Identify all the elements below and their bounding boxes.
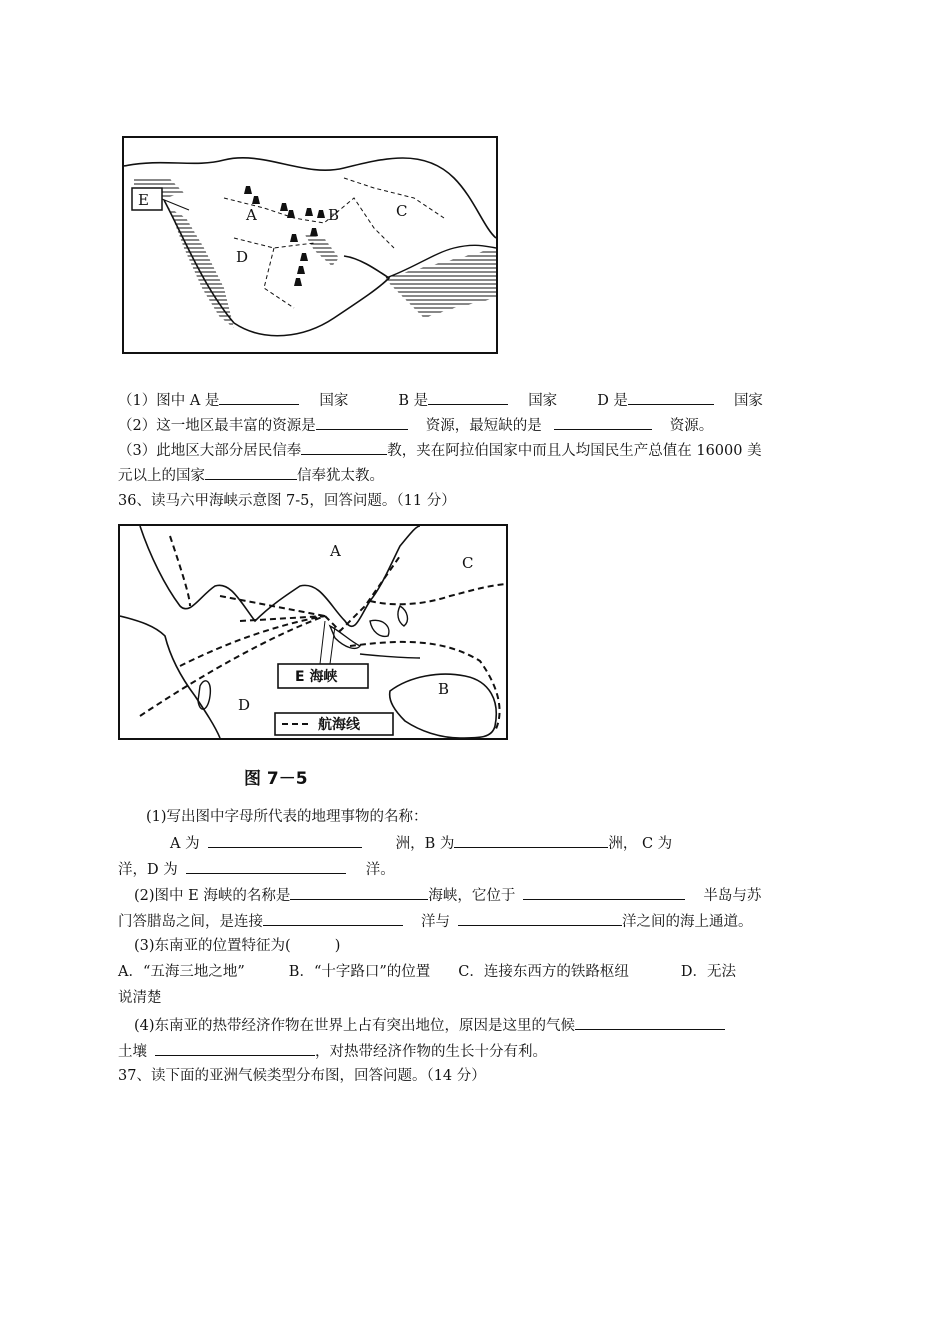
- q36-s3-q-end: ): [334, 938, 341, 954]
- map1-label-d: D: [236, 248, 249, 266]
- q35-line4: [118, 463, 384, 487]
- q36-s1-line2: [170, 831, 672, 855]
- q35-line2: [118, 413, 713, 437]
- q36-s2-p6: 洋之间的海上通道。: [622, 914, 753, 930]
- q35-line1: [118, 388, 763, 412]
- map1-label-a: A: [246, 206, 257, 224]
- q36-s2-p2: 海峡，它位于: [428, 888, 516, 904]
- q36-s4-line2: [118, 1039, 547, 1063]
- blank-short-resource[interactable]: [554, 413, 652, 430]
- q36-s1-line3: [118, 857, 395, 881]
- q35-1-country: 国家: [319, 393, 349, 409]
- q35-4-text2: 信奉犹太教。: [297, 468, 384, 484]
- q36-s2-line2: [118, 909, 753, 933]
- q36-s2-p1: (2)图中 E 海峡的名称是: [134, 888, 291, 904]
- blank-country-b[interactable]: [428, 388, 508, 405]
- blank-country-a[interactable]: [219, 388, 299, 405]
- blank-ocean-d[interactable]: [186, 857, 346, 874]
- blank-soil[interactable]: [155, 1039, 315, 1056]
- blank-ocean-2[interactable]: [458, 909, 622, 926]
- q36-s2-p3: 半岛与苏: [703, 888, 762, 904]
- q35-2-text2: 资源，最短缺的是: [425, 418, 542, 434]
- map1-label-b: B: [328, 206, 340, 224]
- q35-1-d: D 是: [597, 393, 628, 409]
- blank-country-d[interactable]: [628, 388, 714, 405]
- q36-s3-question: [134, 935, 340, 957]
- blank-rich-resource[interactable]: [316, 413, 408, 430]
- q37-title: 37、读下面的亚洲气候类型分布图，回答问题。（14 分）: [118, 1068, 486, 1084]
- blank-strait-name[interactable]: [290, 883, 428, 900]
- strait-box-label: E 海峡: [295, 669, 338, 685]
- q36-s1-a1: A 为: [170, 836, 200, 852]
- q36-s4-p3: ，对热带经济作物的生长十分有利。: [315, 1044, 547, 1060]
- malacca-map-drawing: [120, 526, 506, 738]
- map1-label-c: C: [396, 202, 408, 220]
- option-d[interactable]: D．无法: [680, 964, 737, 980]
- q36-s1-a5: 洋。: [365, 862, 395, 878]
- option-b[interactable]: B．“十字路口”的位置: [288, 964, 431, 980]
- blank-continent-b[interactable]: [454, 831, 608, 848]
- q36-s1-a2: 洲，B 为: [395, 836, 455, 852]
- blank-jewish-country[interactable]: [205, 463, 297, 480]
- option-a[interactable]: A．“五海三地之地”: [118, 964, 245, 980]
- q36-s3-options: [118, 961, 736, 983]
- middle-east-map-drawing: [124, 138, 496, 352]
- q36-s3-option-d-cont: 说清楚: [118, 990, 162, 1006]
- q35-4-text: 元以上的国家: [118, 468, 205, 484]
- q36-s4-p1: (4)东南亚的热带经济作物在世界上占有突出地位，原因是这里的气候: [134, 1018, 576, 1034]
- q36-s1-a4: 洋，D 为: [118, 862, 178, 878]
- q36-s4-line1: [134, 1013, 725, 1037]
- q35-2-text: （2）这一地区最丰富的资源是: [118, 418, 316, 434]
- q35-1-b: B 是: [398, 393, 429, 409]
- q36-s1-a3: 洲， C 为: [608, 836, 673, 852]
- blank-climate[interactable]: [575, 1013, 725, 1030]
- q36-s2-p5: 洋与: [421, 914, 450, 930]
- blank-peninsula[interactable]: [523, 883, 685, 900]
- q35-3-text2: 教，夹在阿拉伯国家中而且人均国民生产总值在 16000 美: [387, 443, 762, 459]
- legend-route-label: 航海线: [318, 717, 360, 733]
- map1-label-e: E: [138, 191, 149, 209]
- blank-religion[interactable]: [301, 438, 387, 455]
- figure-caption: 图 7－5: [244, 769, 308, 789]
- q35-1-text: （1）图中 A 是: [118, 393, 220, 409]
- q36-s1-text: (1)写出图中字母所代表的地理事物的名称：: [146, 809, 428, 825]
- q36-s2-line1: [134, 883, 761, 907]
- map2-label-a: A: [330, 542, 341, 560]
- map2-label-d: D: [238, 696, 251, 714]
- q36-s3-q: (3)东南亚的位置特征为(: [134, 938, 291, 954]
- blank-ocean-1[interactable]: [263, 909, 403, 926]
- option-c[interactable]: C．连接东西方的铁路枢纽: [458, 964, 629, 980]
- q35-1-country-d: 国家: [733, 393, 763, 409]
- q35-line3: [118, 438, 762, 462]
- q36-s2-p4: 门答腊岛之间，是连接: [118, 914, 263, 930]
- middle-east-map: [122, 136, 498, 354]
- q35-1-country-b: 国家: [528, 393, 558, 409]
- map2-label-b: B: [438, 680, 450, 698]
- q35-2-text3: 资源。: [669, 418, 714, 434]
- blank-continent-a[interactable]: [208, 831, 362, 848]
- q36-s4-p2: 土壤: [118, 1044, 147, 1060]
- q35-3-text: （3）此地区大部分居民信奉: [118, 443, 302, 459]
- q36-title: 36、读马六甲海峡示意图 7-5，回答问题。（11 分）: [118, 493, 456, 509]
- map2-label-c: C: [462, 554, 474, 572]
- malacca-map: [118, 524, 508, 740]
